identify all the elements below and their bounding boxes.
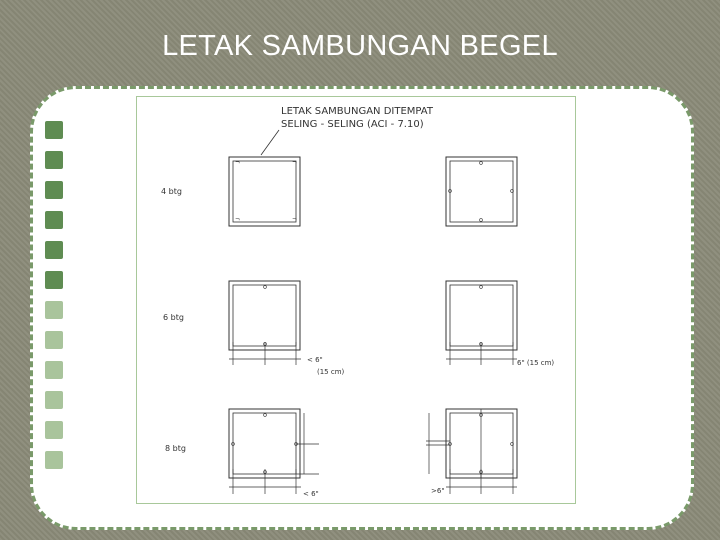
svg-text:¬: ¬ [292,159,298,166]
bullet-square [45,181,63,199]
bullet-square [45,331,63,349]
bullet-square [45,361,63,379]
svg-text:¬: ¬ [292,216,298,223]
bullet-square [45,451,63,469]
dim-note-left-row3: < 6" [303,490,319,498]
dim-note-left-row2-b: (15 cm) [317,368,345,376]
bullet-square [45,391,63,409]
svg-text:¬: ¬ [235,216,241,223]
bullet-square [45,241,63,259]
column-section-4bar-left [229,157,300,226]
svg-text:¬: ¬ [235,159,241,166]
dim-note-right-row2: 6" (15 cm) [517,359,555,367]
bullet-square [45,421,63,439]
column-section-6bar-left [229,281,301,365]
bullet-square [45,301,63,319]
dim-note-left-row2-a: < 6" [307,356,323,364]
row-label-8: 8 btg [165,444,186,453]
bullet-square [45,211,63,229]
bullet-square [45,151,63,169]
column-section-8bar-left [229,409,319,494]
slide-title: LETAK SAMBUNGAN BEGEL [162,30,558,62]
column-section-8bar-right [426,409,517,494]
stirrup-diagram-frame [136,96,576,504]
bullet-square [45,121,63,139]
dim-note-right-row3: >6" [431,487,445,495]
column-section-4bar-right [446,157,517,226]
stirrup-diagram [137,97,577,505]
callout-leader [261,130,279,155]
row-label-4: 4 btg [161,187,182,196]
callout-line1: LETAK SAMBUNGAN DITEMPAT [281,106,433,117]
bullet-square [45,271,63,289]
row-label-6: 6 btg [163,313,184,322]
callout-line2: SELING - SELING (ACI - 7.10) [281,119,424,130]
column-section-6bar-right [446,281,517,365]
